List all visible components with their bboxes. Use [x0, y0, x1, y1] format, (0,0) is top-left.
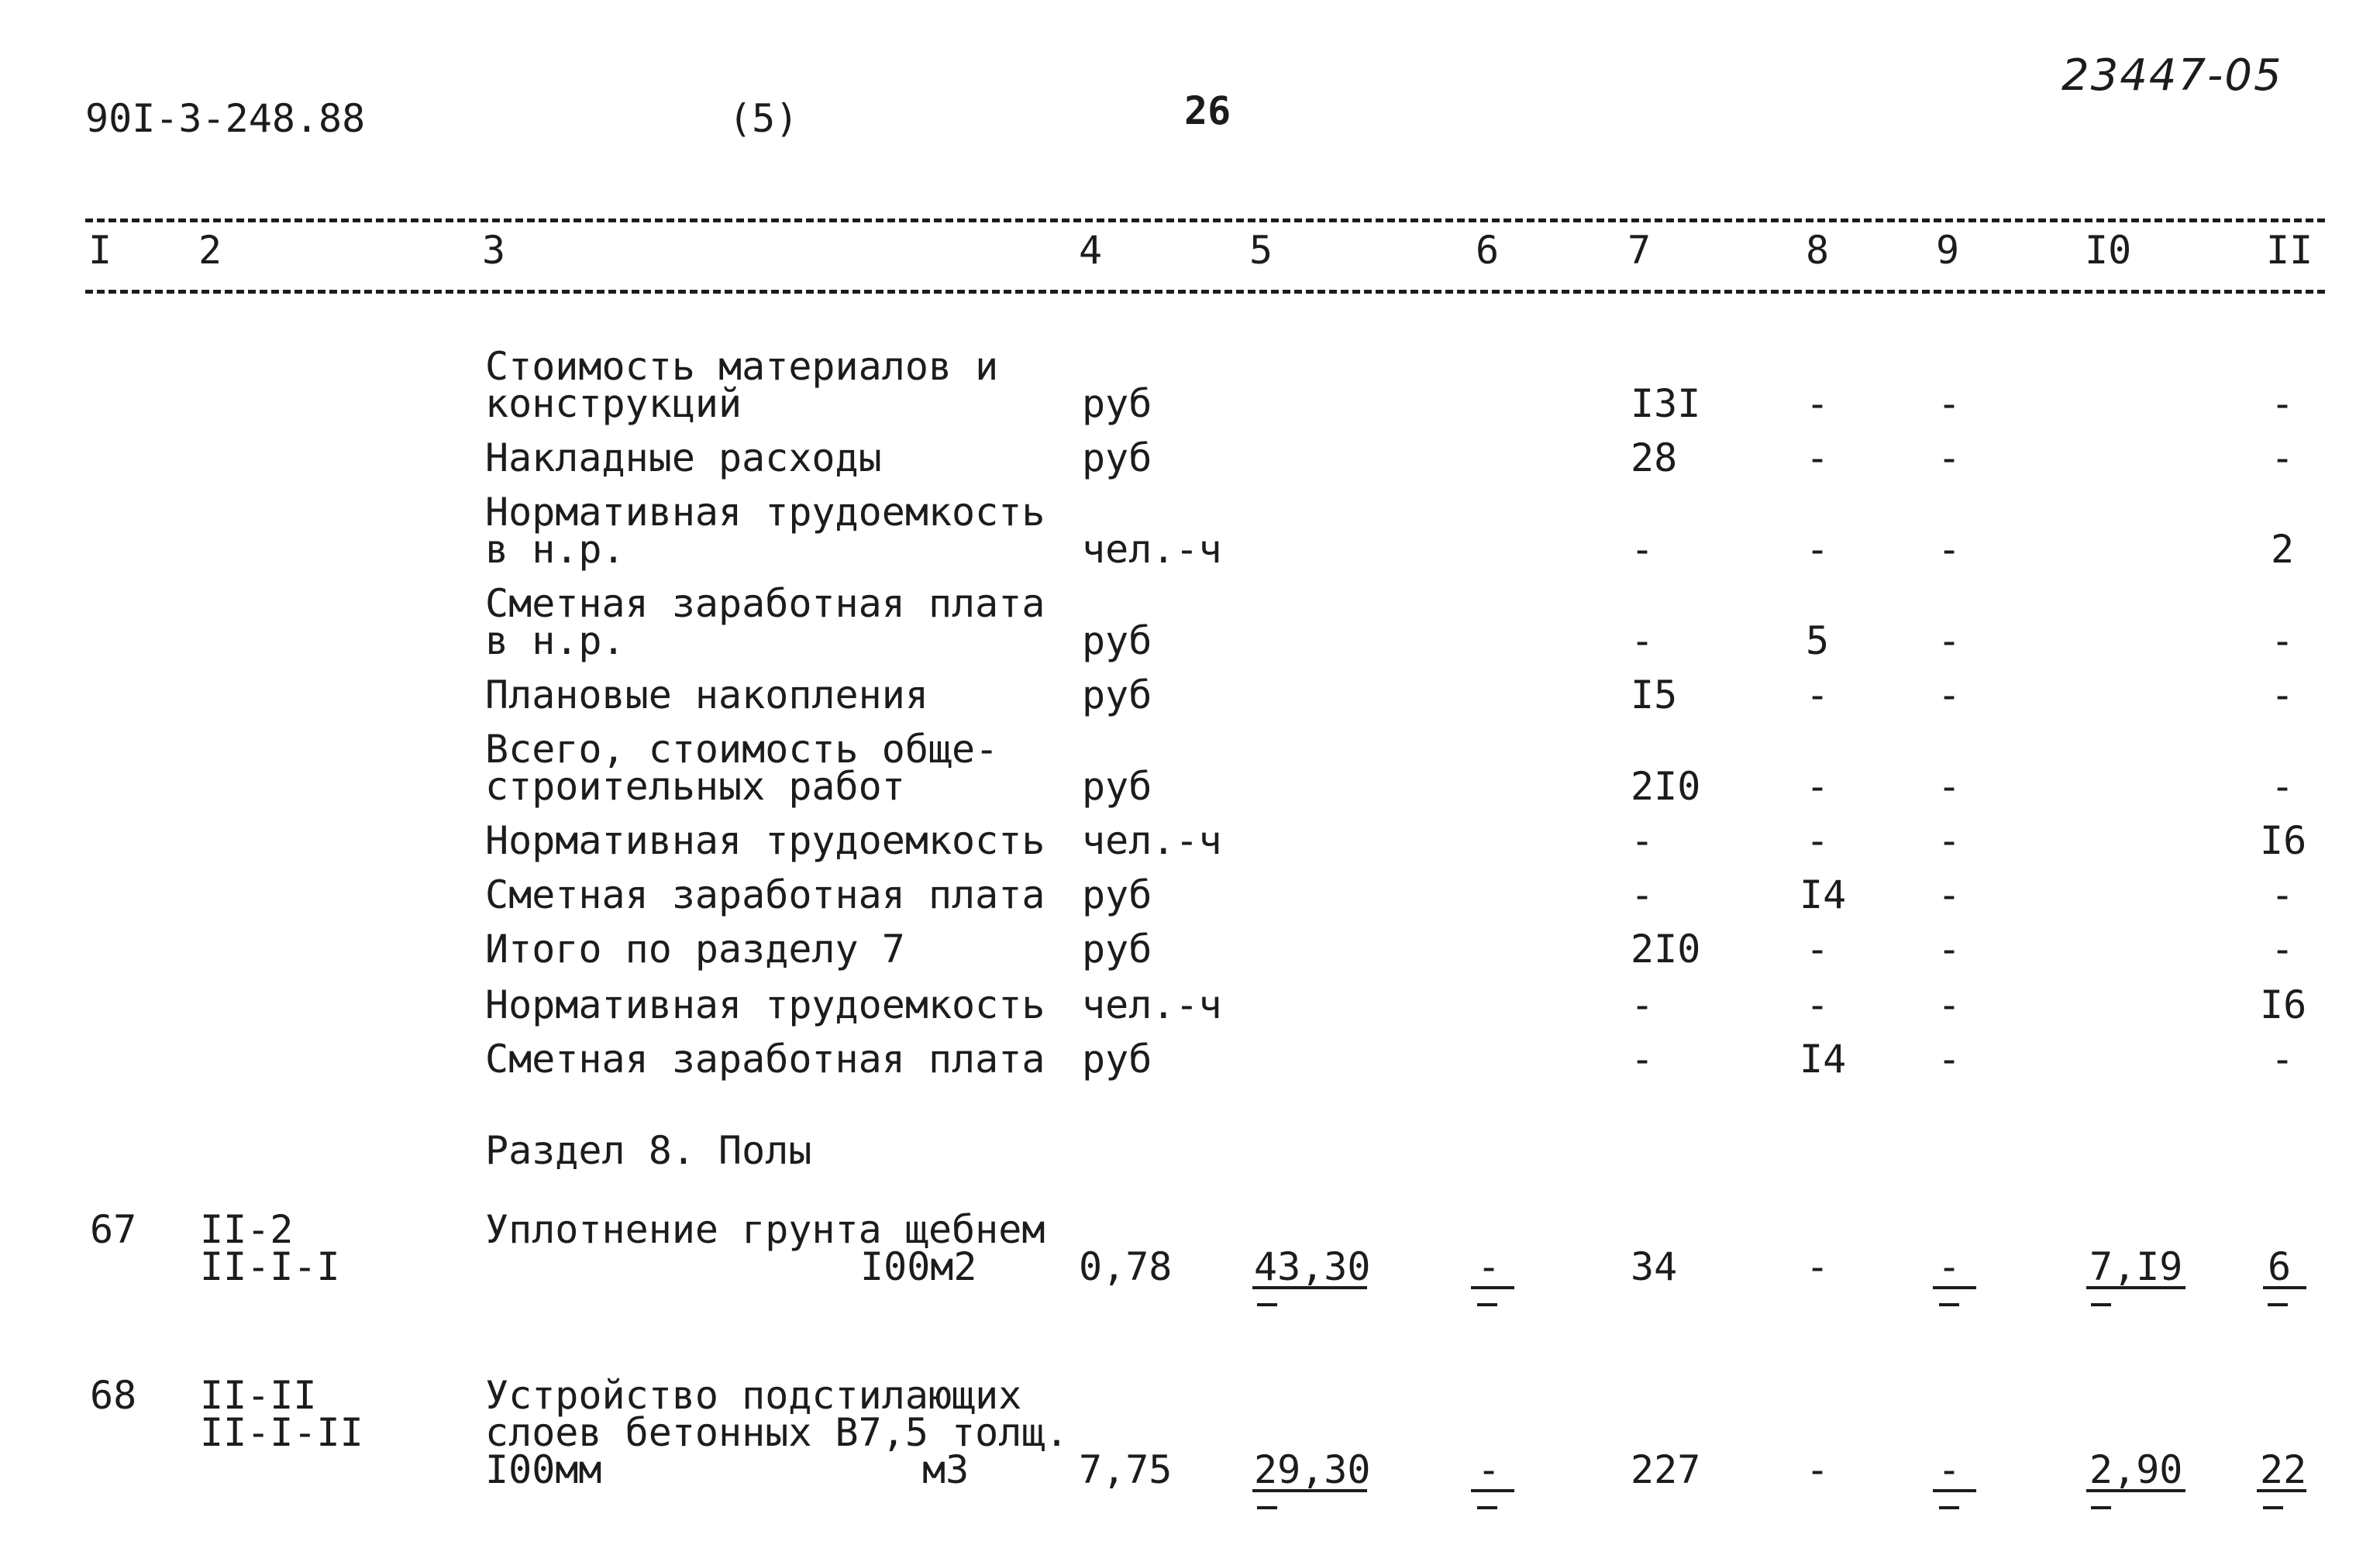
column-header: 7	[1627, 228, 1652, 273]
cell-col8: -	[1806, 1447, 1830, 1492]
cell-col9: -	[1937, 381, 1962, 426]
row-name: Нормативная трудоемкость	[485, 490, 1045, 535]
cell-col8: -	[1806, 1244, 1830, 1289]
item-number: 67	[90, 1207, 137, 1252]
cell-col8: -	[1806, 435, 1830, 480]
dash-mark	[2091, 1303, 2111, 1306]
cell-col9: -	[1937, 435, 1962, 480]
underline	[1471, 1286, 1514, 1289]
underline	[2257, 1489, 2306, 1492]
column-header: 6	[1476, 228, 1500, 273]
cell-col11: -	[2271, 872, 2295, 917]
cell-col8: -	[1806, 982, 1830, 1027]
cell-col11: 22	[2260, 1447, 2307, 1492]
cell-col9: -	[1937, 872, 1962, 917]
cell-col9: -	[1937, 982, 1962, 1027]
row-unit: руб	[1082, 381, 1152, 426]
row-name: Сметная заработная плата	[485, 872, 1045, 917]
cell-col11: -	[2271, 673, 2295, 717]
column-header: I0	[2085, 228, 2132, 273]
row-unit: руб	[1082, 435, 1152, 480]
cell-col10: 2,90	[2089, 1447, 2183, 1492]
cell-col9: -	[1937, 818, 1962, 863]
item-number: 68	[90, 1373, 137, 1418]
cell-col11: -	[2271, 381, 2295, 426]
cell-col9: -	[1937, 673, 1962, 717]
row-name: Сметная заработная плата	[485, 1037, 1045, 1082]
cell-col8: -	[1806, 818, 1830, 863]
dash-mark	[1939, 1506, 1959, 1509]
dash-mark	[1477, 1506, 1497, 1509]
row-unit: руб	[1082, 618, 1152, 663]
row-name-cont: конструкций	[485, 381, 742, 426]
cell-col9: -	[1937, 618, 1962, 663]
column-header: 4	[1079, 228, 1103, 273]
cell-col7: 227	[1631, 1447, 1701, 1492]
cell-col7: -	[1631, 818, 1655, 863]
row-name: Накладные расходы	[485, 435, 882, 480]
cell-col11: -	[2271, 618, 2295, 663]
cell-col9: -	[1937, 527, 1962, 572]
cell-col9: -	[1937, 1244, 1962, 1289]
item-code: II-2	[200, 1207, 294, 1252]
row-name: Сметная заработная плата	[485, 581, 1045, 626]
dash-mark	[2268, 1303, 2288, 1306]
row-unit: руб	[1082, 764, 1152, 809]
cell-col8: -	[1806, 527, 1830, 572]
row-name-cont: в н.р.	[485, 527, 625, 572]
cell-col7: -	[1631, 618, 1655, 663]
cell-col8: 5	[1806, 618, 1830, 663]
cell-col9: -	[1937, 764, 1962, 809]
cell-col11: 2	[2271, 527, 2295, 572]
cell-col11: 6	[2268, 1244, 2292, 1289]
cell-col11: I6	[2260, 818, 2307, 863]
cell-col7: 2I0	[1631, 764, 1701, 809]
section-heading: Раздел 8. Полы	[485, 1128, 812, 1173]
row-unit: руб	[1082, 872, 1152, 917]
header-bottom-rule	[85, 290, 2325, 294]
cell-col11: -	[2271, 927, 2295, 972]
item-code: II-II	[200, 1373, 317, 1418]
row-unit: руб	[1082, 927, 1152, 972]
cell-col7: I3I	[1631, 381, 1701, 426]
item-name: Устройство подстилающих	[485, 1373, 1022, 1418]
cell-col9: -	[1937, 927, 1962, 972]
dash-mark	[1477, 1303, 1497, 1306]
underline	[2086, 1489, 2185, 1492]
cell-col10: 7,I9	[2089, 1244, 2183, 1289]
underline	[2263, 1286, 2306, 1289]
row-name: Стоимость материалов и	[485, 344, 999, 389]
row-name-cont: строительных работ	[485, 764, 905, 809]
column-header: 9	[1936, 228, 1960, 273]
column-header: 5	[1249, 228, 1273, 273]
column-header: II	[2266, 228, 2313, 273]
cell-col7: 28	[1631, 435, 1678, 480]
column-header: I	[88, 228, 112, 273]
cell-col7: -	[1631, 982, 1655, 1027]
cell-col11: -	[2271, 764, 2295, 809]
item-unit: I00м2	[860, 1244, 977, 1289]
dash-mark	[2263, 1506, 2283, 1509]
cell-col8: I4	[1800, 872, 1847, 917]
item-code-secondary: II-I-I	[200, 1244, 340, 1289]
column-header: 2	[198, 228, 222, 273]
row-unit: чел.-ч	[1082, 982, 1222, 1027]
cell-col6: -	[1477, 1244, 1501, 1289]
cell-col7: -	[1631, 1037, 1655, 1082]
cell-col8: -	[1806, 381, 1830, 426]
dash-mark	[1257, 1303, 1277, 1306]
item-quantity: 0,78	[1079, 1244, 1173, 1289]
item-code-secondary: II-I-II	[200, 1410, 363, 1455]
item-unit-price: 29,30	[1254, 1447, 1371, 1492]
cell-col8: -	[1806, 673, 1830, 717]
part-number: (5)	[728, 96, 799, 141]
underline	[2086, 1286, 2185, 1289]
item-quantity: 7,75	[1079, 1447, 1173, 1492]
cell-col11: -	[2271, 435, 2295, 480]
underline	[1252, 1286, 1367, 1289]
row-unit: руб	[1082, 1037, 1152, 1082]
cell-col7: I5	[1631, 673, 1678, 717]
item-name-cont: I00мм	[485, 1447, 602, 1492]
row-name-cont: в н.р.	[485, 618, 625, 663]
item-unit-price: 43,30	[1254, 1244, 1371, 1289]
cell-col7: -	[1631, 872, 1655, 917]
row-name: Плановые накопления	[485, 673, 928, 717]
item-unit: м3	[922, 1447, 970, 1492]
item-name-cont: слоев бетонных В7,5 толщ.	[485, 1410, 1069, 1455]
dash-mark	[1939, 1303, 1959, 1306]
header-top-rule	[85, 218, 2325, 222]
cell-col8: -	[1806, 927, 1830, 972]
cell-col9: -	[1937, 1447, 1962, 1492]
row-name: Нормативная трудоемкость	[485, 982, 1045, 1027]
cell-col11: I6	[2260, 982, 2307, 1027]
row-name: Всего, стоимость обще-	[485, 727, 999, 772]
row-unit: чел.-ч	[1082, 527, 1222, 572]
underline	[1933, 1286, 1976, 1289]
cell-col8: I4	[1800, 1037, 1847, 1082]
dash-mark	[1257, 1506, 1277, 1509]
row-name: Нормативная трудоемкость	[485, 818, 1045, 863]
cell-col11: -	[2271, 1037, 2295, 1082]
cell-col7: 34	[1631, 1244, 1678, 1289]
page-number: 26	[1184, 88, 1231, 133]
underline	[1933, 1489, 1976, 1492]
cell-col7: -	[1631, 527, 1655, 572]
row-unit: руб	[1082, 673, 1152, 717]
cell-col9: -	[1937, 1037, 1962, 1082]
cell-col7: 2I0	[1631, 927, 1701, 972]
column-header: 8	[1806, 228, 1830, 273]
cell-col8: -	[1806, 764, 1830, 809]
handwritten-stamp: 23447-05	[2061, 50, 2283, 101]
row-name: Итого по разделу 7	[485, 927, 905, 972]
row-unit: чел.-ч	[1082, 818, 1222, 863]
cell-col6: -	[1477, 1447, 1501, 1492]
underline	[1471, 1489, 1514, 1492]
underline	[1252, 1489, 1367, 1492]
document-code: 90I-3-248.88	[85, 96, 366, 141]
dash-mark	[2091, 1506, 2111, 1509]
item-name: Уплотнение грунта щебнем	[485, 1207, 1045, 1252]
column-header: 3	[482, 228, 506, 273]
